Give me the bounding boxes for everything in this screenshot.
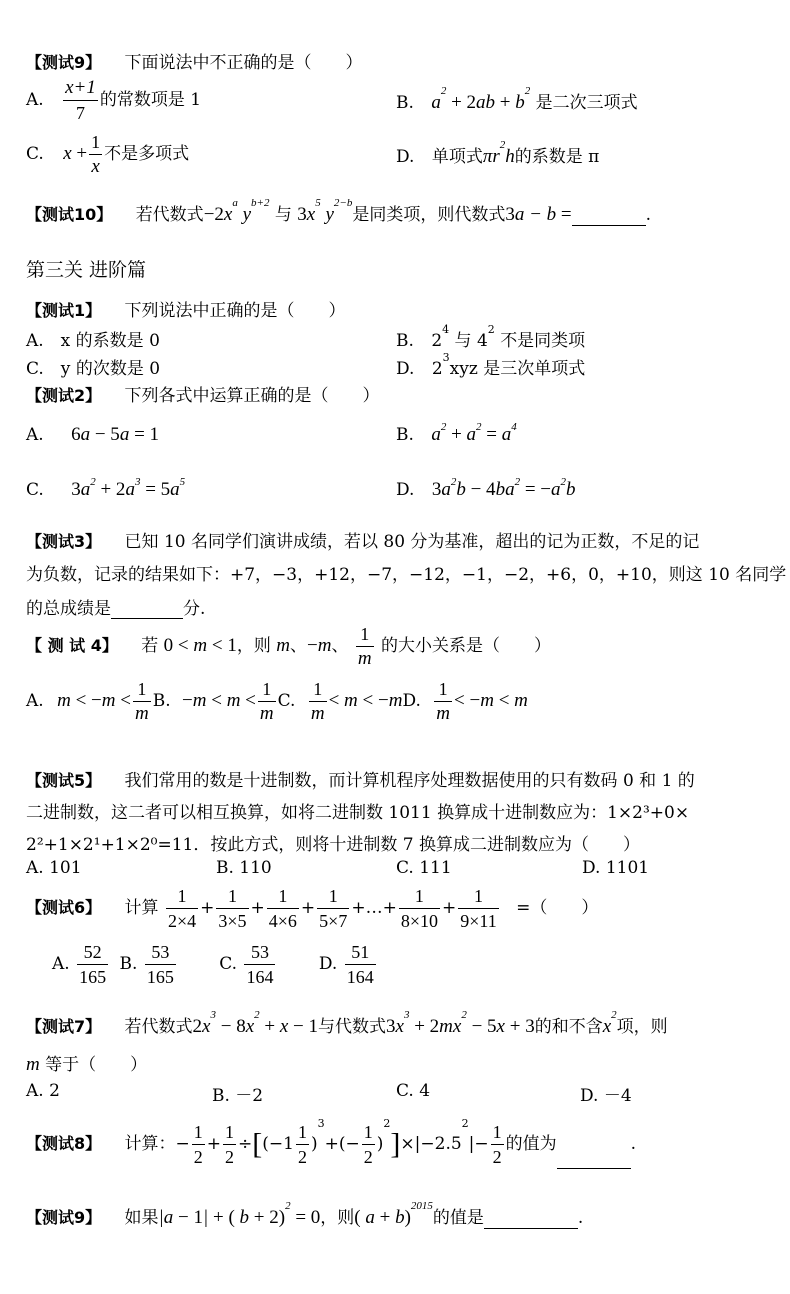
option-text: 是二次三项式: [535, 93, 638, 113]
fraction: $\frac{x+1}{7}$: [65, 77, 96, 123]
option-text: 与: [454, 331, 472, 351]
q5-option-d: D. 1101: [582, 858, 650, 878]
math-expression: 3a − b =: [505, 204, 572, 225]
question-tag: 【测试9】: [26, 53, 102, 72]
option-label: D.: [396, 147, 415, 167]
option-text: 的常数项是 1: [99, 90, 202, 110]
option-label: D.: [402, 691, 421, 711]
answer-blank[interactable]: [572, 207, 646, 226]
math-expression: m < −m <: [57, 690, 131, 711]
fraction: $\frac{53}{165}$: [146, 942, 174, 987]
option-text: 不是同类项: [500, 331, 586, 351]
fraction: $\frac{1}{m}$: [134, 679, 149, 724]
punctuation: 、: [289, 636, 307, 656]
math-expression: $-2x^a$ $y^{b+2}$: [203, 197, 270, 225]
q2-option-c: [26, 476, 186, 501]
math-expression: $3a^2 + 2a^3 = 5a^5$: [71, 476, 186, 500]
punctuation: .: [577, 1208, 584, 1228]
question-text: 的总成绩是: [26, 599, 111, 619]
math-expression: $2x^3 - 8x^2 + x - 1$: [192, 1009, 319, 1037]
question-tag: 【测试7】: [26, 1017, 102, 1036]
option-label: A.: [26, 425, 44, 445]
q2-heading: [26, 381, 380, 406]
fraction: $\frac{1}{2}$: [363, 1122, 373, 1167]
answer-blank[interactable]: [111, 600, 183, 619]
math-expression: $\pi r^2h$: [482, 139, 515, 167]
q3-line3: [26, 594, 205, 619]
fraction: $\frac{1}{m}$: [310, 679, 325, 724]
fraction: $\frac{1}{2}$: [298, 1122, 307, 1167]
s2-test9-option-b: [396, 85, 638, 114]
option-label: B.: [152, 691, 171, 711]
q7-line2: [26, 1050, 147, 1076]
s2-test9-heading: [26, 48, 363, 73]
question-text: 下面说法中不正确的是（ ）: [124, 53, 363, 73]
q1-option-c: C. y 的次数是 0: [26, 359, 161, 379]
option-label: A.: [26, 691, 44, 711]
question-tag: 【测试2】: [26, 386, 102, 405]
q7-option-b: B. －2: [212, 1086, 264, 1106]
q7-option-d: D. －4: [580, 1086, 632, 1106]
fraction: $\frac{1}{4\times 6}$: [268, 886, 297, 931]
question-text: 与: [274, 205, 292, 225]
question-text: 如果: [124, 1208, 159, 1228]
math-expression: $a^2 + 2ab + b^2$: [431, 85, 531, 113]
question-text: 若代数式: [135, 205, 204, 225]
math-expression: $3a^2b - 4ba^2 = -a^2b$: [431, 476, 576, 500]
section-title: 第三关 进阶篇: [26, 259, 147, 281]
math-expression: −m < m <: [182, 690, 256, 711]
math-expression: < m < −m: [328, 690, 403, 711]
question-text: 下列说法中正确的是（ ）: [124, 301, 346, 321]
q5-option-a: A. 101: [26, 858, 82, 878]
option-text: 单项式: [431, 147, 483, 167]
option-label: C.: [26, 144, 44, 164]
math-expression: $a^2 + a^2 = a^4$: [431, 421, 517, 445]
q5-option-c: C. 111: [396, 858, 452, 878]
question-text: 等于（ ）: [45, 1055, 148, 1075]
question-tag: 【 测 试 4】: [26, 636, 118, 655]
fraction: $\frac{1}{m}$: [436, 679, 451, 724]
answer-blank[interactable]: [557, 1150, 631, 1169]
fraction: $\frac{1}{2}$: [492, 1122, 502, 1167]
question-text: 的值是: [432, 1208, 484, 1228]
question-text: ，则: [236, 636, 271, 656]
q1-option-b: [396, 323, 586, 351]
fraction: $\frac{1}{x}$: [91, 132, 101, 177]
math-expression: < −m < m: [454, 690, 528, 711]
q4-options: [26, 677, 528, 726]
fraction: $\frac{52}{165}$: [79, 942, 107, 987]
q7-line1: [26, 1009, 668, 1038]
s2-test9-option-d: [396, 139, 600, 168]
option-label: A.: [52, 954, 70, 974]
math-expression: ( a + b)$^{2015}$: [354, 1200, 433, 1228]
question-text: 若代数式: [124, 1017, 193, 1037]
math-expression: $2^4$: [431, 323, 450, 351]
option-label: B.: [396, 93, 414, 113]
math-expression: 6a − 5a = 1: [71, 424, 160, 445]
q5-line3: 2²+1×2¹+1×2⁰=11．按此方式，则将十进制数 7 换算成二进制数应为（ ）: [26, 835, 640, 855]
option-label: C.: [26, 480, 44, 500]
q1-option-d: [396, 351, 586, 379]
s2-test9-option-a: [26, 76, 201, 125]
option-text: xyz 是三次单项式: [449, 359, 586, 379]
option-label: C.: [277, 691, 296, 711]
question-text: 计算：: [124, 1134, 176, 1154]
question-text: 的大小关系是（ ）: [380, 636, 551, 656]
q3-line2: 为负数，记录的结果如下：+7，−3，+12，−7，−12，−1，−2，+6，0，+10，则这 10 名同学: [26, 565, 787, 585]
fraction: $\frac{51}{164}$: [346, 942, 374, 987]
option-label: B.: [119, 954, 138, 974]
math-expression: $2^3$: [431, 351, 450, 379]
math-expression: x +: [63, 143, 88, 164]
math-expression: $3x^5$ $y^{2-b}$: [297, 197, 353, 225]
q2-option-d: [396, 476, 576, 501]
math-expression: −m: [306, 635, 332, 656]
question-text: =（ ）: [516, 898, 599, 918]
question-tag: 【测试8】: [26, 1134, 102, 1153]
q7-option-a: A. 2: [26, 1081, 60, 1101]
question-text: 下列各式中运算正确的是（ ）: [124, 386, 380, 406]
question-text: 与代数式: [318, 1017, 387, 1037]
question-text: 分.: [183, 599, 206, 619]
q5-option-b: B. 110: [216, 858, 272, 878]
question-text: 的和不含: [534, 1017, 603, 1037]
q5-line1: [26, 766, 695, 791]
option-text: 的系数是 π: [514, 147, 600, 167]
q6-options: [52, 940, 378, 989]
option-label: D.: [396, 480, 415, 500]
question-text: 计算: [124, 898, 159, 918]
q9: [26, 1200, 584, 1229]
fraction: $\frac{1}{8\times 10}$: [400, 886, 438, 931]
question-text: 已知 10 名同学们演讲成绩，若以 80 分为基准，超出的记为正数，不足的记: [124, 532, 700, 552]
question-tag: 【测试1】: [26, 301, 102, 320]
q6-heading: 【测试6】 计算 $\frac{1}{2\times 4}$ + $\frac{1}{3\times 5}$ + $\frac{1}{4\times 6}$ + $\frac{1}{5\times 7}$ +…+ $\frac{1}{8\times 10}$ + $\frac{1}{9\times 11}$ =（ ）: [26, 886, 599, 931]
q1-heading: [26, 296, 346, 321]
fraction: $\frac{1}{9\times 11}$: [460, 886, 497, 931]
punctuation: 、: [331, 636, 349, 656]
question-tag: 【测试5】: [26, 771, 102, 790]
option-text: 不是多项式: [104, 144, 190, 164]
q2-option-b: [396, 421, 517, 446]
fraction: $\frac{53}{164}$: [246, 942, 274, 987]
fraction: $\frac{1}{5\times 7}$: [319, 886, 348, 931]
fraction: $\frac{1}{3\times 5}$: [218, 886, 247, 931]
question-tag: 【测试9】: [26, 1208, 102, 1227]
option-label: D.: [396, 359, 415, 379]
fraction: $\frac{1}{2\times 4}$: [167, 886, 197, 931]
question-tag: 【测试3】: [26, 532, 102, 551]
question-text: 的值为: [505, 1134, 557, 1154]
question-tag: 【测试6】: [26, 898, 102, 917]
q1-option-a: A. x 的系数是 0: [26, 331, 160, 351]
math-expression: $4^2$: [476, 323, 495, 351]
math-expression: |a − 1| + ( b + 2)$^2$ = 0: [158, 1200, 321, 1228]
question-text: 项，则: [616, 1017, 668, 1037]
q8: 【测试8】 计算：− $\frac{1}{2}$ + $\frac{1}{2}$ ÷[(−1 $\frac{1}{2}$ )$^3$+(− $\frac{1}{2}$ )$^2]\times|-2.5^2|-$ $\frac{1}{2}$ 的值为 .: [26, 1117, 637, 1167]
fraction: $\frac{1}{m}$: [357, 624, 372, 669]
s2-test10: [26, 197, 652, 226]
fraction: $\frac{1}{2}$: [193, 1122, 203, 1167]
option-label: B.: [396, 425, 414, 445]
math-expression: $3x^3 + 2mx^2 - 5x + 3$: [386, 1009, 535, 1037]
answer-blank[interactable]: [484, 1210, 578, 1229]
q7-option-c: C. 4: [396, 1081, 431, 1101]
bracket: ]: [390, 1127, 401, 1161]
bracket: [: [252, 1127, 263, 1161]
q2-option-a: [26, 424, 159, 446]
option-label: B.: [396, 331, 414, 351]
question-text: 若: [141, 636, 159, 656]
question-text: 是同类项，则代数式: [352, 205, 506, 225]
q3-line1: [26, 527, 699, 552]
punctuation: .: [645, 205, 652, 225]
option-label: C.: [219, 954, 238, 974]
fraction: $\frac{1}{m}$: [259, 679, 274, 724]
math-expression: m: [26, 1054, 40, 1075]
fraction: $\frac{1}{2}$: [225, 1122, 235, 1167]
punctuation: .: [630, 1134, 637, 1154]
q4-heading: [26, 622, 551, 671]
option-label: A.: [26, 90, 44, 110]
s2-test9-option-c: [26, 130, 189, 179]
question-tag: 【测试10】: [26, 205, 113, 224]
math-expression: 0 < m < 1: [163, 635, 237, 656]
question-text: ，则: [320, 1208, 355, 1228]
math-expression: m: [276, 635, 290, 656]
question-text: 我们常用的数是十进制数，而计算机程序处理数据使用的只有数码 0 和 1 的: [124, 771, 695, 791]
q5-line2: 二进制数，这二者可以相互换算，如将二进制数 1011 换算成十进制数应为：1×2³+0×: [26, 803, 690, 823]
math-expression: $x^2$: [602, 1009, 617, 1037]
option-label: D.: [318, 954, 338, 974]
